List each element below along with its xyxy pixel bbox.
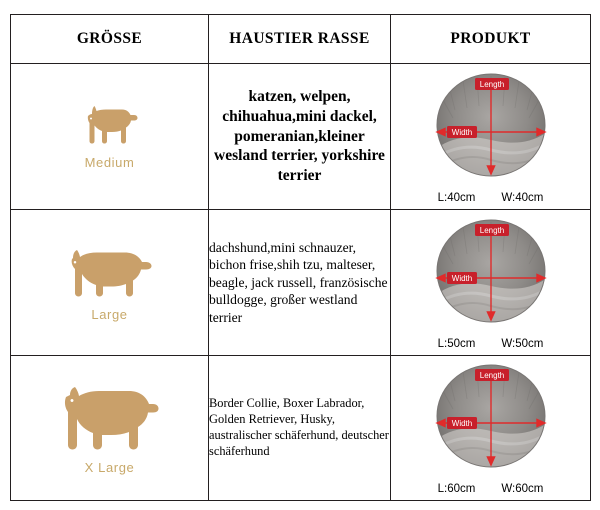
table-row [11,64,591,210]
product-image-medium [429,70,553,189]
size-chart-table [10,14,591,501]
breed-cell-large [209,210,391,356]
breed-list: katzen, welpen, chihuahua,mini dackel, pomeranian,kleiner wesland terrier, yorkshire terrier [214,87,385,185]
width-tag [447,272,477,284]
width-tag [447,126,477,138]
table-header [11,15,591,64]
width-dimension: W:50cm [501,337,544,350]
size-cell-medium [11,64,209,210]
size-label: X Large [84,459,135,475]
header-row [11,15,591,64]
length-tag [475,224,509,236]
product-image-large [429,216,553,335]
table-row [11,356,591,501]
table-row [11,210,591,356]
breed-list: dachshund,mini schnauzer, bichon frise,shih tzu, malteser, beagle, jack russell, französische bulldogge, großer westland terrier [209,240,388,325]
dimensions-large [438,338,544,350]
round-fluffy-pet-bed-icon [429,216,553,330]
length-dimension: L:60cm [437,483,476,495]
svg-text:Width: Width [451,419,472,428]
length-dimension: L:40cm [437,191,476,204]
svg-text:Length: Length [479,371,504,380]
breed-cell-xlarge [209,356,391,501]
length-tag [475,369,509,381]
column-header-product: PRODUKT [391,15,591,64]
length-dimension: L:50cm [437,337,476,350]
small-dog-silhouette-icon [79,103,141,149]
medium-dog-silhouette-icon [67,243,153,301]
dimensions-medium [438,192,544,204]
product-cell-medium [391,64,591,210]
table-body [11,64,591,501]
column-header-size: GRÖSSE [11,15,209,64]
breed-list: Border Collie, Boxer Labrador, Golden Retriever, Husky, australischer schäferhund, deutscher schäferhund [209,396,389,458]
round-fluffy-pet-bed-icon [429,70,553,184]
size-label: Large [91,307,128,322]
width-dimension: W:60cm [501,483,544,495]
svg-text:Width: Width [451,273,472,283]
product-image-xlarge [429,361,553,480]
width-dimension: W:40cm [501,191,544,204]
size-label: Medium [84,155,135,170]
svg-text:Length: Length [479,225,504,235]
column-header-breed: HAUSTIER RASSE [209,15,391,64]
product-cell-xlarge [391,356,591,501]
svg-text:Width: Width [451,127,472,137]
product-cell-large [391,210,591,356]
breed-cell-medium [209,64,391,210]
length-tag [475,78,509,90]
width-tag [447,417,477,429]
round-fluffy-pet-bed-icon [429,361,553,475]
size-cell-xlarge [11,356,209,501]
svg-text:Length: Length [479,79,504,89]
large-dog-silhouette-icon [60,382,160,454]
size-cell-large [11,210,209,356]
dimensions-xlarge [438,483,544,495]
